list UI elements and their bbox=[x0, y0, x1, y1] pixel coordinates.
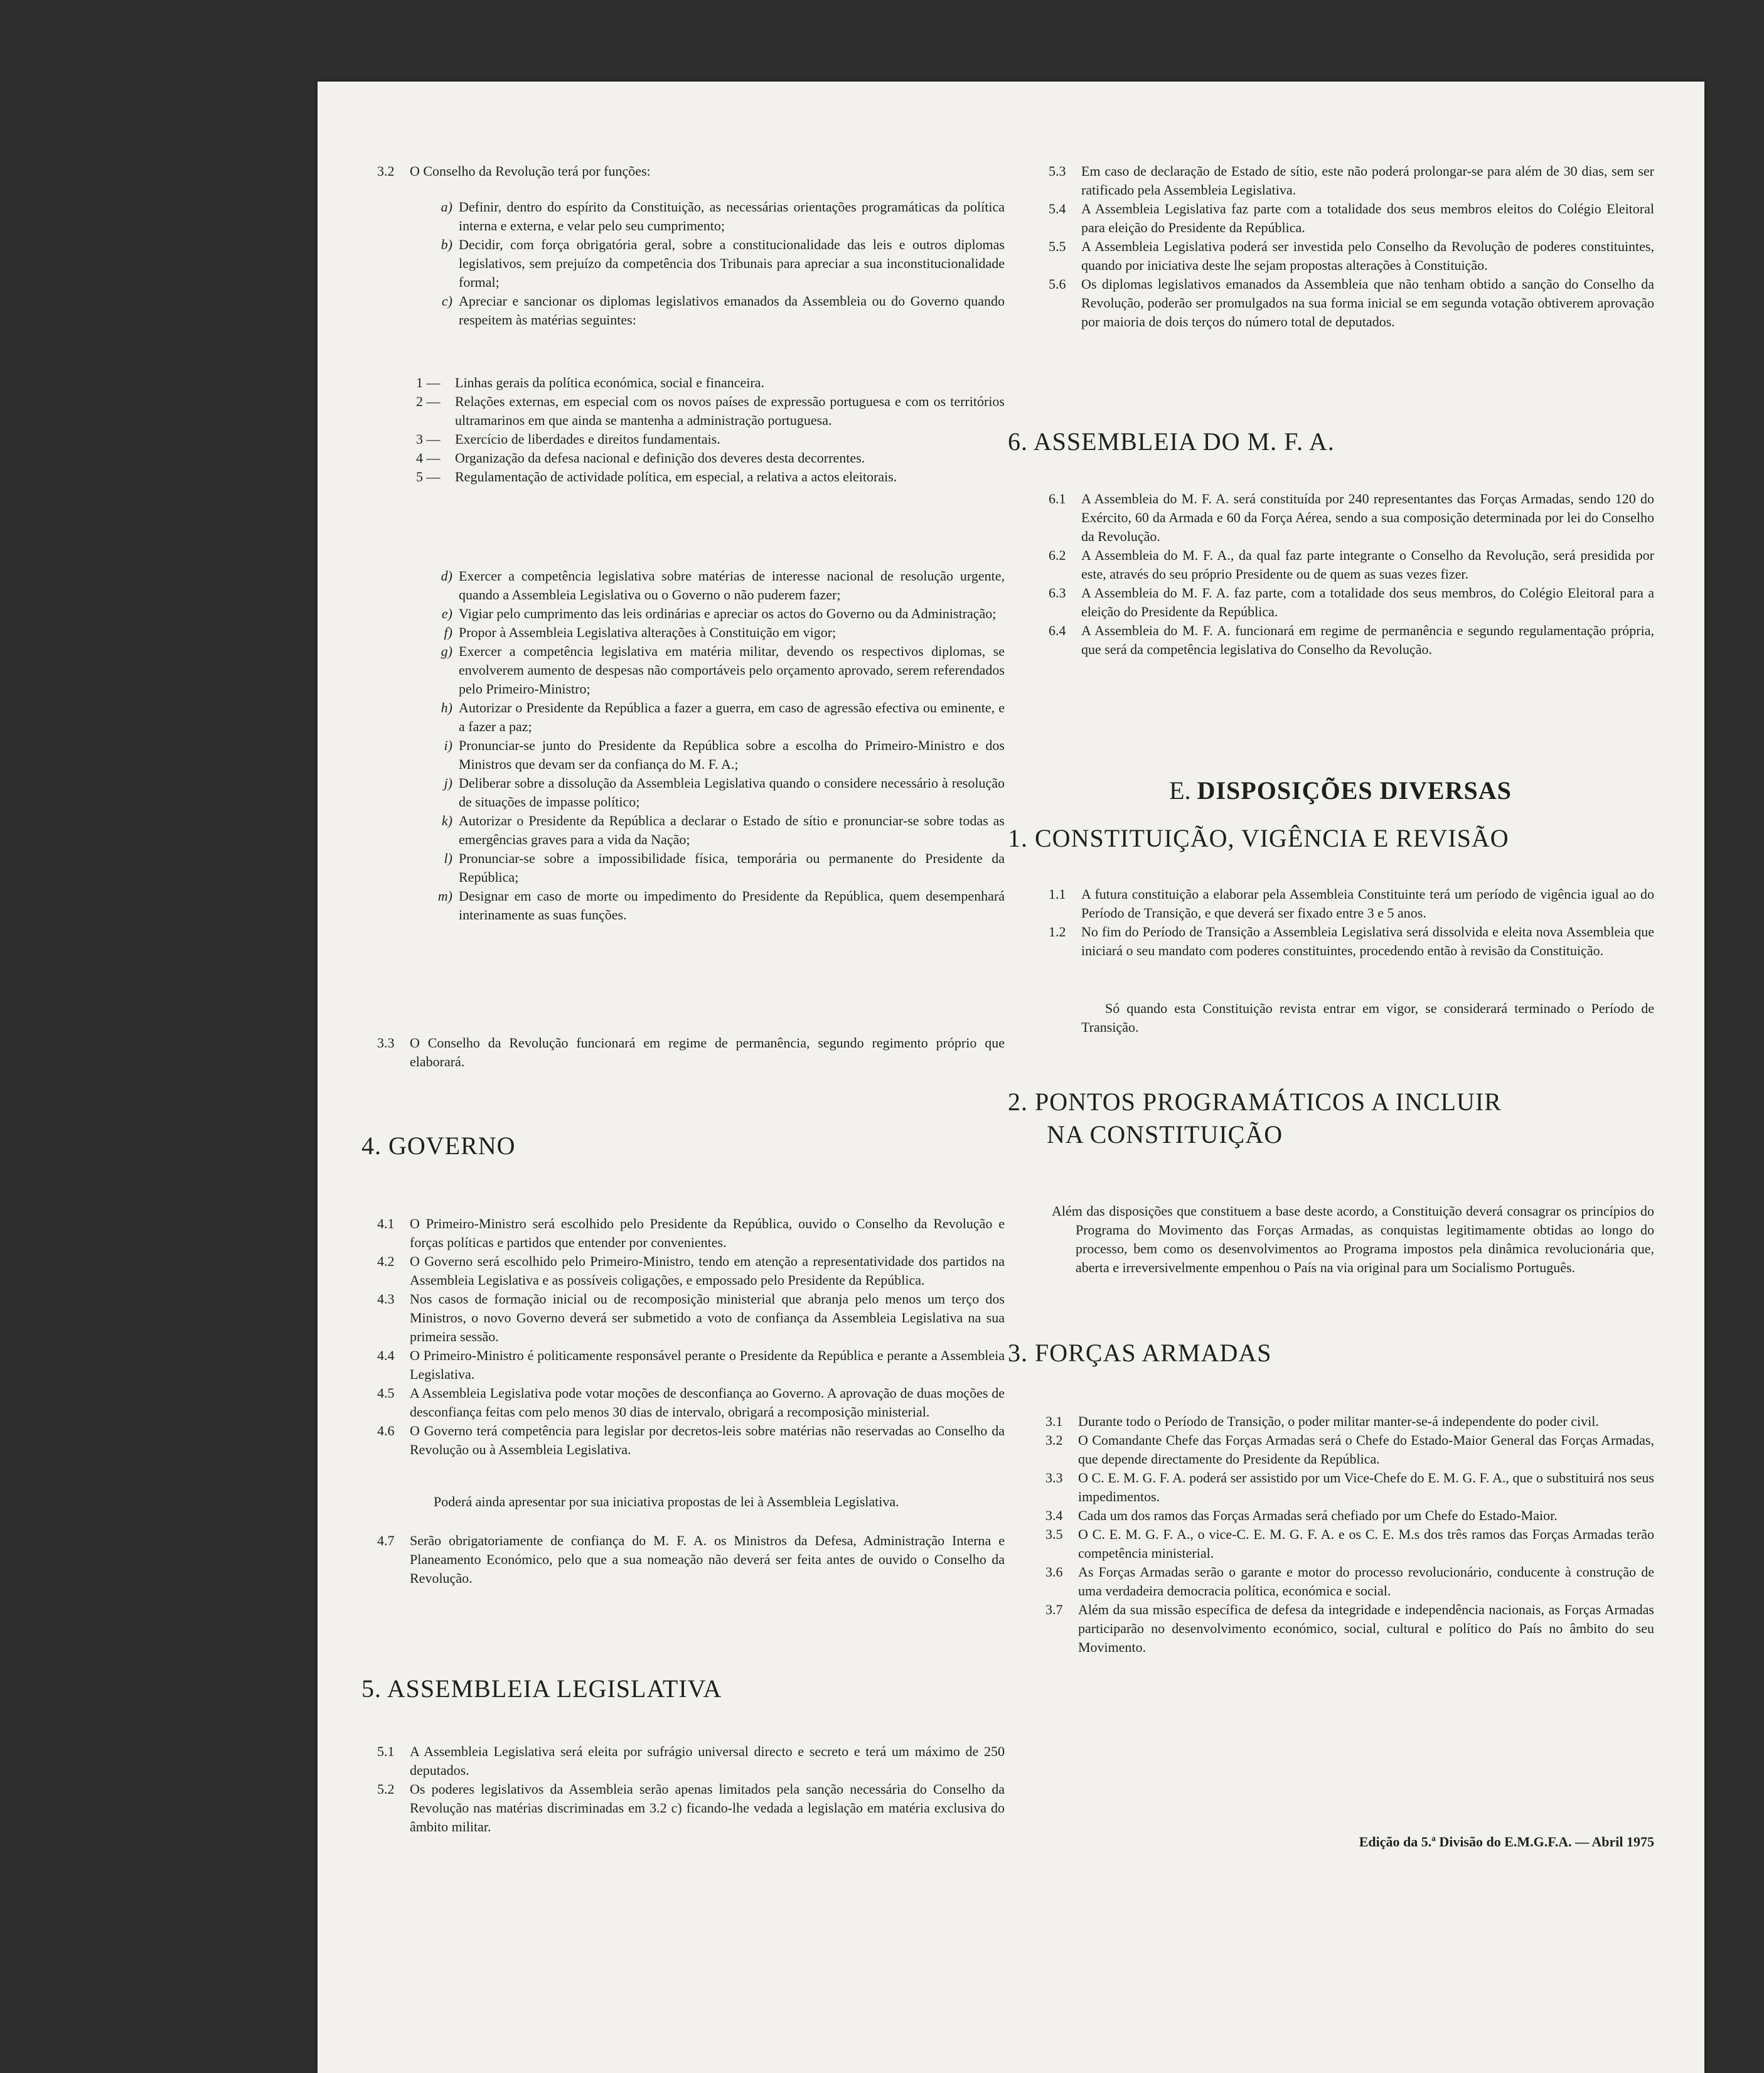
lettered-item bbox=[424, 235, 1005, 292]
heading-number: 5. bbox=[361, 1674, 382, 1703]
item-text: O C. E. M. G. F. A., o vice-C. E. M. G. F. A. e os C. E. M.s dos três ramos das Forças Armadas terão competência ministerial. bbox=[1078, 1526, 1654, 1561]
item-number: h) bbox=[441, 700, 452, 715]
item-number: 3.4 bbox=[1045, 1508, 1063, 1523]
section-1-2-continuation bbox=[1049, 999, 1654, 1037]
item-number: 5 — bbox=[416, 469, 441, 485]
item-text: Definir, dentro do espírito da Constituição, as necessárias orientações programáticas da política interna e externa, e velar pelo seu cumprimento; bbox=[459, 199, 1005, 233]
item-number: 6.1 bbox=[1049, 491, 1066, 506]
item-text: Autorizar o Presidente da República a declarar o Estado de sítio e pronunciar-se sobre todas as emergências graves para a vida da Nação; bbox=[459, 813, 1005, 847]
item-text: Autorizar o Presidente da República a fazer a guerra, em caso de agressão efectiva ou eminente, e a fazer a paz; bbox=[459, 700, 1005, 734]
section-3-2-intro bbox=[377, 162, 1005, 181]
item-text: Pronunciar-se sobre a impossibilidade física, temporária ou permanente do Presidente da República; bbox=[459, 850, 1005, 885]
section-item bbox=[1045, 1563, 1654, 1600]
item-text: Cada um dos ramos das Forças Armadas será chefiado por um Chefe do Estado-Maior. bbox=[1078, 1508, 1558, 1523]
section-item bbox=[1049, 237, 1654, 275]
item-number: l) bbox=[444, 850, 452, 866]
item-number: 4.2 bbox=[377, 1253, 395, 1269]
heading-3-forcas-armadas bbox=[1008, 1337, 1654, 1369]
item-text: Só quando esta Constituição revista entrar em vigor, se considerará terminado o Período de Transição. bbox=[1081, 1000, 1654, 1035]
item-text: Designar em caso de morte ou impedimento do Presidente da República, quem desempenhará interinamente as suas funções. bbox=[459, 888, 1005, 923]
item-number: 6.4 bbox=[1049, 623, 1066, 638]
item-number: e) bbox=[441, 606, 452, 621]
section-item bbox=[377, 1290, 1005, 1346]
numbered-item bbox=[416, 373, 1005, 392]
item-number: 5.5 bbox=[1049, 238, 1066, 254]
footer-text: Edição da 5.ª Divisão do E.M.G.F.A. — Abril 1975 bbox=[1359, 1834, 1654, 1850]
item-number: m) bbox=[437, 888, 452, 904]
item-text: O Conselho da Revolução terá por funções: bbox=[410, 163, 651, 179]
item-text: Vigiar pelo cumprimento das leis ordinárias e apreciar os actos do Governo ou da Administração; bbox=[459, 606, 997, 621]
section-2-text bbox=[1052, 1202, 1654, 1278]
item-number: 3.1 bbox=[1045, 1413, 1063, 1429]
item-text: A Assembleia do M. F. A. será constituída por 240 representantes das Forças Armadas, sendo 120 do Exército, 60 da Armada e 60 da Força Aérea, sendo a sua composição determinada por lei do Conselho da Revolução. bbox=[1081, 491, 1654, 544]
item-number: 3.6 bbox=[1045, 1564, 1063, 1580]
section-item bbox=[1049, 584, 1654, 621]
item-text: O Conselho da Revolução funcionará em regime de permanência, segundo regimento próprio que elaborará. bbox=[410, 1035, 1005, 1069]
part-letter: E. bbox=[1169, 776, 1191, 805]
numbered-item bbox=[416, 468, 1005, 486]
lettered-item bbox=[424, 699, 1005, 736]
item-number: 5.1 bbox=[377, 1744, 395, 1759]
item-number: 3.5 bbox=[1045, 1526, 1063, 1542]
item-number: 6.3 bbox=[1049, 585, 1066, 601]
section-item bbox=[1049, 490, 1654, 546]
item-number: i) bbox=[444, 737, 452, 753]
section-item bbox=[1049, 885, 1654, 923]
section-item bbox=[377, 1742, 1005, 1780]
item-number: b) bbox=[441, 237, 452, 252]
item-number: f) bbox=[444, 624, 452, 640]
section-item bbox=[1049, 200, 1654, 237]
item-number: 4.1 bbox=[377, 1216, 395, 1231]
section-1-items bbox=[1049, 885, 1654, 960]
section-item bbox=[1045, 1525, 1654, 1563]
section-item bbox=[1045, 1469, 1654, 1506]
item-text: Decidir, com força obrigatória geral, sobre a constitucionalidade das leis e outros diplomas legislativos, sem prejuízo da competência dos Tribunais para apreciar a sua inconstitucionalidade formal; bbox=[459, 237, 1005, 290]
section-4-7 bbox=[377, 1531, 1005, 1588]
item-text: O C. E. M. G. F. A. poderá ser assistido por um Vice-Chefe do E. M. G. F. A., que o substituirá nos seus impedimentos. bbox=[1078, 1470, 1654, 1504]
item-number: 3.3 bbox=[1045, 1470, 1063, 1486]
section-4-items bbox=[377, 1214, 1005, 1459]
section-item bbox=[377, 1780, 1005, 1836]
item-text: O Comandante Chefe das Forças Armadas será o Chefe do Estado-Maior General das Forças Armadas, que depende directamente do Presidente da República. bbox=[1078, 1432, 1654, 1467]
lettered-item bbox=[424, 736, 1005, 774]
item-text: No fim do Período de Transição a Assembleia Legislativa será dissolvida e eleita nova Assembleia que iniciará o seu mandato com poderes constituintes, procedendo então à revisão da Constituição. bbox=[1081, 924, 1654, 958]
section-3-3 bbox=[377, 1034, 1005, 1071]
part-e-heading bbox=[1027, 772, 1654, 810]
lettered-item bbox=[424, 849, 1005, 887]
item-text: O Primeiro-Ministro é politicamente responsável perante o Presidente da República e perante a Assembleia Legislativa. bbox=[410, 1347, 1005, 1382]
item-text: A Assembleia Legislativa faz parte com a totalidade dos seus membros eleitos do Colégio Eleitoral para eleição do Presidente da República. bbox=[1081, 201, 1654, 235]
item-text: A Assembleia Legislativa pode votar moções de desconfiança ao Governo. A aprovação de duas moções de desconfiança feitas com pelo menos 30 dias de intervalo, obrigará a recomposição ministerial. bbox=[410, 1385, 1005, 1420]
numbered-item bbox=[416, 392, 1005, 430]
item-number: 4.7 bbox=[377, 1533, 395, 1548]
item-text: A Assembleia do M. F. A., da qual faz parte integrante o Conselho da Revolução, será presidida por este, através do seu próprio Presidente ou de quem as suas vezes fizer. bbox=[1081, 547, 1654, 582]
letter-list-d-m bbox=[424, 567, 1005, 924]
letter-list-a-c bbox=[424, 198, 1005, 329]
section-item bbox=[377, 1384, 1005, 1422]
heading-6-assembleia-mfa bbox=[1008, 426, 1654, 458]
heading-1-constituicao bbox=[1008, 822, 1654, 855]
item-number: 4.6 bbox=[377, 1423, 395, 1438]
document-page bbox=[318, 82, 1704, 2073]
item-number: j) bbox=[444, 775, 452, 791]
item-text: Serão obrigatoriamente de confiança do M. F. A. os Ministros da Defesa, Administração Interna e Planeamento Económico, pelo que a sua nomeação não deverá ser feita antes de ouvido o Conselho da Revolução. bbox=[410, 1533, 1005, 1586]
item-text: Os poderes legislativos da Assembleia serão apenas limitados pela sanção necessária do Conselho da Revolução nas matérias discriminadas em 3.2 c) ficando-lhe vedada a legislação em matéria exclusiva do âmbito militar. bbox=[410, 1781, 1005, 1835]
item-number: 5.6 bbox=[1049, 276, 1066, 292]
lettered-item bbox=[424, 774, 1005, 812]
numbered-list-1-5 bbox=[416, 373, 1005, 486]
numbered-item bbox=[416, 449, 1005, 468]
section-item bbox=[1049, 162, 1654, 200]
lettered-item bbox=[424, 623, 1005, 642]
item-text: A Assembleia Legislativa será eleita por sufrágio universal directo e secreto e terá um máximo de 250 deputados. bbox=[410, 1744, 1005, 1778]
item-number: 3.7 bbox=[1045, 1602, 1063, 1617]
item-number: 5.4 bbox=[1049, 201, 1066, 217]
item-text: Em caso de declaração de Estado de sítio, este não poderá prolongar-se para além de 30 dias, sem ser ratificado pela Assembleia Legislativa. bbox=[1081, 163, 1654, 198]
section-5-items-right bbox=[1049, 162, 1654, 331]
heading-title-line1: PONTOS PROGRAMÁTICOS A INCLUIR bbox=[1035, 1088, 1502, 1116]
item-text: Apreciar e sancionar os diplomas legislativos emanados da Assembleia ou do Governo quando respeitem às matérias seguintes: bbox=[459, 293, 1005, 328]
item-number: c) bbox=[441, 293, 452, 309]
heading-number: 3. bbox=[1008, 1339, 1028, 1367]
item-number: 2 — bbox=[416, 394, 441, 409]
item-text: Propor à Assembleia Legislativa alterações à Constituição em vigor; bbox=[459, 624, 837, 640]
item-number: 3.3 bbox=[377, 1035, 395, 1051]
section-6-items bbox=[1049, 490, 1654, 659]
item-text: Exercício de liberdades e direitos fundamentais. bbox=[455, 431, 720, 447]
section-item bbox=[377, 1252, 1005, 1290]
lettered-item bbox=[424, 198, 1005, 235]
section-4-6-continuation bbox=[377, 1492, 1005, 1511]
section-item bbox=[377, 1346, 1005, 1384]
section-item bbox=[1049, 275, 1654, 331]
item-number: 4 — bbox=[416, 450, 441, 466]
section-3-items bbox=[1045, 1412, 1654, 1657]
item-number: g) bbox=[441, 643, 452, 659]
item-text: Relações externas, em especial com os novos países de expressão portuguesa e com os territórios ultramarinos em que ainda se mantenha a administração portuguesa. bbox=[455, 394, 1005, 428]
paragraph: Além das disposições que constituem a base deste acordo, a Constituição deverá consagrar os princípios do Programa do Movimento das Forças Armadas, as conquistas legitimamente obtidas ao longo do processo, bem como os desenvolvimentos ao Programa impostos pela dinâmica revolucionária que, aberta e irreversivelmente empenhou o País na via original para um Socialismo Português. bbox=[1052, 1203, 1654, 1275]
heading-title: ASSEMBLEIA DO M. F. A. bbox=[1033, 427, 1335, 456]
section-item bbox=[1049, 923, 1654, 960]
item-text: As Forças Armadas serão o garante e motor do processo revolucionário, conducente à construção de uma verdadeira democracia política, económica e social. bbox=[1078, 1564, 1654, 1599]
item-number: 1 — bbox=[416, 375, 441, 390]
heading-number: 6. bbox=[1008, 427, 1028, 456]
section-item bbox=[1045, 1600, 1654, 1657]
item-text: A Assembleia do M. F. A. faz parte, com a totalidade dos seus membros, do Colégio Eleitoral para a eleição do Presidente da República. bbox=[1081, 585, 1654, 619]
item-text: Durante todo o Período de Transição, o poder militar manter-se-á independente do poder civil. bbox=[1078, 1413, 1599, 1429]
edition-footer bbox=[1027, 1820, 1654, 1864]
heading-2-pontos-programaticos bbox=[1008, 1086, 1654, 1151]
item-text: Organização da defesa nacional e definição dos deveres desta decorrentes. bbox=[455, 450, 865, 466]
lettered-item bbox=[424, 812, 1005, 849]
numbered-item bbox=[416, 430, 1005, 449]
lettered-item bbox=[424, 567, 1005, 604]
heading-title: FORÇAS ARMADAS bbox=[1035, 1339, 1272, 1367]
heading-title: GOVERNO bbox=[388, 1132, 516, 1160]
heading-title-line2: NA CONSTITUIÇÃO bbox=[1047, 1120, 1283, 1149]
item-text: Deliberar sobre a dissolução da Assembleia Legislativa quando o considere necessário à resolução de situações de impasse político; bbox=[459, 775, 1005, 810]
item-text: Poderá ainda apresentar por sua iniciativa propostas de lei à Assembleia Legislativa. bbox=[434, 1494, 899, 1509]
item-number: 3 — bbox=[416, 431, 441, 447]
item-text: A futura constituição a elaborar pela Assembleia Constituinte terá um período de vigência igual ao do Período de Transição, e que deverá ser fixado entre 3 e 5 anos. bbox=[1081, 886, 1654, 921]
item-text: Exercer a competência legislativa em matéria militar, devendo os respectivos diplomas, se envolverem aumento de despesas não comportáveis pelo orçamento aprovado, serem referendados pelo Primeiro-Ministro; bbox=[459, 643, 1005, 697]
item-number: 5.2 bbox=[377, 1781, 395, 1797]
item-text: A Assembleia Legislativa poderá ser investida pelo Conselho da Revolução de poderes constituintes, quando por iniciativa deste lhe sejam propostas alterações à Constituição. bbox=[1081, 238, 1654, 273]
item-text: Além da sua missão específica de defesa da integridade e independência nacionais, as Forças Armadas participarão no desenvolvimento económico, social, cultural e político do País no âmbito do seu Movimento. bbox=[1078, 1602, 1654, 1655]
heading-4-governo bbox=[361, 1130, 1005, 1162]
item-number: 4.3 bbox=[377, 1291, 395, 1307]
section-item bbox=[1045, 1506, 1654, 1525]
item-text: Nos casos de formação inicial ou de recomposição ministerial que abranja pelo menos um terço dos Ministros, o novo Governo deverá ser submetido a voto de confiança da Assembleia Legislativa na sua primeira sessão. bbox=[410, 1291, 1005, 1344]
item-text: Regulamentação de actividade política, em especial, a relativa a actos eleitorais. bbox=[455, 469, 897, 485]
section-item bbox=[377, 1422, 1005, 1459]
item-text: Linhas gerais da política económica, social e financeira. bbox=[455, 375, 764, 390]
section-item bbox=[1049, 621, 1654, 659]
item-number: d) bbox=[441, 568, 452, 584]
heading-5-assembleia-legislativa bbox=[361, 1673, 1005, 1705]
item-number: 3.2 bbox=[1045, 1432, 1063, 1448]
section-item bbox=[1045, 1431, 1654, 1469]
lettered-item bbox=[424, 292, 1005, 329]
item-number: a) bbox=[441, 199, 452, 215]
heading-title: CONSTITUIÇÃO, VIGÊNCIA E REVISÃO bbox=[1035, 824, 1509, 852]
item-text: O Governo terá competência para legislar por decretos-leis sobre matérias não reservadas ao Conselho da Revolução ou à Assembleia Legislativa. bbox=[410, 1423, 1005, 1457]
lettered-item bbox=[424, 642, 1005, 699]
item-number: 1.2 bbox=[1049, 924, 1066, 940]
item-text: Exercer a competência legislativa sobre matérias de interesse nacional de resolução urgente, quando a Assembleia Legislativa ou o Governo o não puderem fazer; bbox=[459, 568, 1005, 603]
item-text: A Assembleia do M. F. A. funcionará em regime de permanência e segundo regulamentação própria, que será da competência legislativa do Conselho da Revolução. bbox=[1081, 623, 1654, 657]
item-text: O Primeiro-Ministro será escolhido pelo Presidente da República, ouvido o Conselho da Revolução e forças políticas e partidos que entender por convenientes. bbox=[410, 1216, 1005, 1250]
item-number: 1.1 bbox=[1049, 886, 1066, 902]
section-item bbox=[1049, 546, 1654, 584]
item-text: Os diplomas legislativos emanados da Assembleia que não tenham obtido a sanção do Conselho da Revolução, poderão ser promulgados na sua forma inicial se em segunda votação obtiverem aprovação por maioria de dois terços do número total de deputados. bbox=[1081, 276, 1654, 329]
section-item bbox=[377, 1214, 1005, 1252]
section-item bbox=[1045, 1412, 1654, 1431]
lettered-item bbox=[424, 887, 1005, 924]
item-text: Pronunciar-se junto do Presidente da República sobre a escolha do Primeiro-Ministro e dos Ministros que devam ser da confiança do M. F. A.; bbox=[459, 737, 1005, 772]
item-number: 6.2 bbox=[1049, 547, 1066, 563]
item-number: 4.4 bbox=[377, 1347, 395, 1363]
item-number: 4.5 bbox=[377, 1385, 395, 1401]
heading-number: 1. bbox=[1008, 824, 1028, 852]
heading-number: 2. bbox=[1008, 1088, 1028, 1116]
lettered-item bbox=[424, 604, 1005, 623]
item-number: 3.2 bbox=[377, 163, 395, 179]
item-number: k) bbox=[441, 813, 452, 828]
heading-number: 4. bbox=[361, 1132, 382, 1160]
section-5-items-left bbox=[377, 1742, 1005, 1836]
item-number: 5.3 bbox=[1049, 163, 1066, 179]
item-text: O Governo será escolhido pelo Primeiro-Ministro, tendo em atenção a representatividade dos partidos na Assembleia Legislativa e as possíveis coligações, e empossado pelo Presidente da República. bbox=[410, 1253, 1005, 1288]
heading-title: ASSEMBLEIA LEGISLATIVA bbox=[387, 1674, 722, 1703]
part-title: DISPOSIÇÕES DIVERSAS bbox=[1197, 776, 1512, 805]
